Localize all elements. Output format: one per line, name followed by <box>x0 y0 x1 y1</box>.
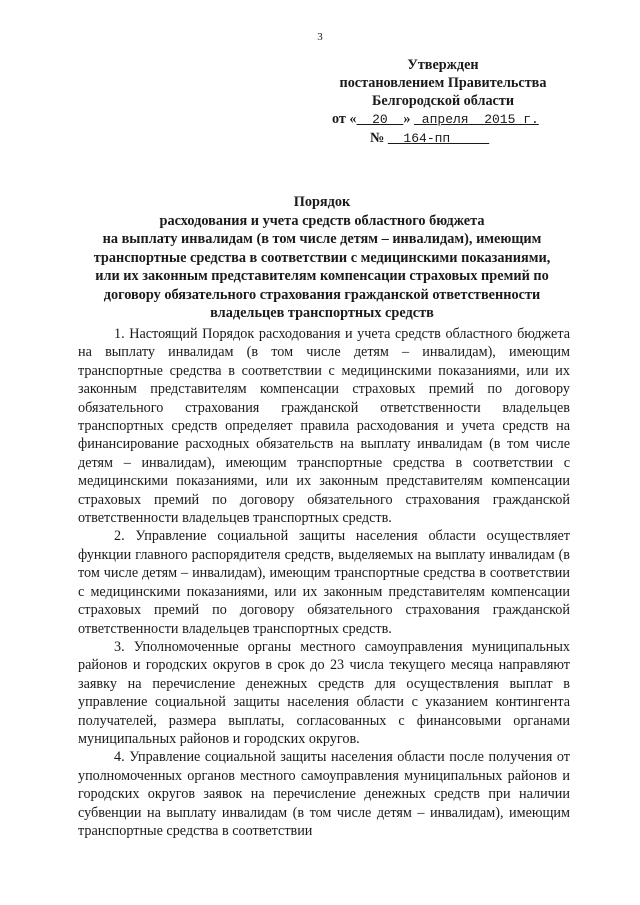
number-prefix: № <box>370 130 388 146</box>
title-line-2: расходования и учета средств областного бюджета <box>159 212 485 229</box>
date-day: 20 <box>356 112 404 127</box>
title-line-6: договору обязательного страхования гражданской ответственности <box>103 286 541 303</box>
page-number: 3 <box>317 31 323 43</box>
document-body <box>78 325 570 840</box>
paragraph-2: 2. Управление социальной защиты населения области осуществляет функции главного распорядителя средств, выделяемых на выплату инвалидам (в том числе детям – инвалидам), имеющим транспортные средства в соответствии с медицинскими показаниями, или их законным представителям компенсации страховых премий по договору обязательного страхования гражданской ответственности владельцев транспортных средств. <box>78 528 570 637</box>
document-title <box>74 193 570 323</box>
paragraph-3: 3. Уполномоченные органы местного самоуправления муниципальных районов и городских округов в срок до 23 числа текущего месяца направляют заявку на перечисление денежных средств для осуществления выплат в управление социальной защиты населения области с указанием контингента получателей, размера выплаты, согласованных с финансовыми органами муниципальных районов и городских округов. <box>78 638 570 747</box>
document-number: 164-пп <box>387 131 490 146</box>
approval-line-2: постановлением Правительства <box>339 75 547 91</box>
date-prefix: от « <box>332 111 357 127</box>
approval-date <box>318 110 568 129</box>
paragraph-1: 1. Настоящий Порядок расходования и учета средств областного бюджета на выплату инвалидам (в том числе детям – инвалидам), имеющим транспортные средства в соответствии с медицинскими показаниями, или их законным представителям компенсации страховых премий по договору обязательного страхования гражданской ответственности владельцев транспортных средств определяет правила расходования и учета средств на финансирование расходных обязательств на выплату инвалидам (в том числе детям – инвалидам), имеющим транспортные средства в соответствии с медицинскими показаниями, или их законным представителям компенсации страховых премий по договору обязательного страхования гражданской ответственности владельцев транспортных средств. <box>78 326 570 527</box>
title-line-1: Порядок <box>293 194 351 210</box>
approval-number <box>318 129 568 148</box>
approval-line-1: Утвержден <box>407 57 479 73</box>
date-mid: » <box>403 111 414 127</box>
title-line-7: владельцев транспортных средств <box>210 305 434 321</box>
title-line-3: на выплату инвалидам (в том числе детям – инвалидам), имеющим <box>102 231 542 247</box>
paragraph-4: 4. Управление социальной защиты населения области после получения от уполномоченных органов местного самоуправления муниципальных районов и городских округов заявок на перечисление денежных средств при наличии субвенции на выплату инвалидам (в том числе детям – инвалидам), имеющим транспортные средства в соответствии <box>78 749 570 839</box>
approval-line-3: Белгородской области <box>372 93 514 109</box>
title-line-4: транспортные средства в соответствии с медицинскими показаниями, <box>93 249 551 266</box>
approval-stamp <box>318 56 568 148</box>
date-month-year: апреля 2015 г. <box>413 112 539 127</box>
title-line-5: или их законным представителям компенсации страховых премий по <box>95 268 549 284</box>
